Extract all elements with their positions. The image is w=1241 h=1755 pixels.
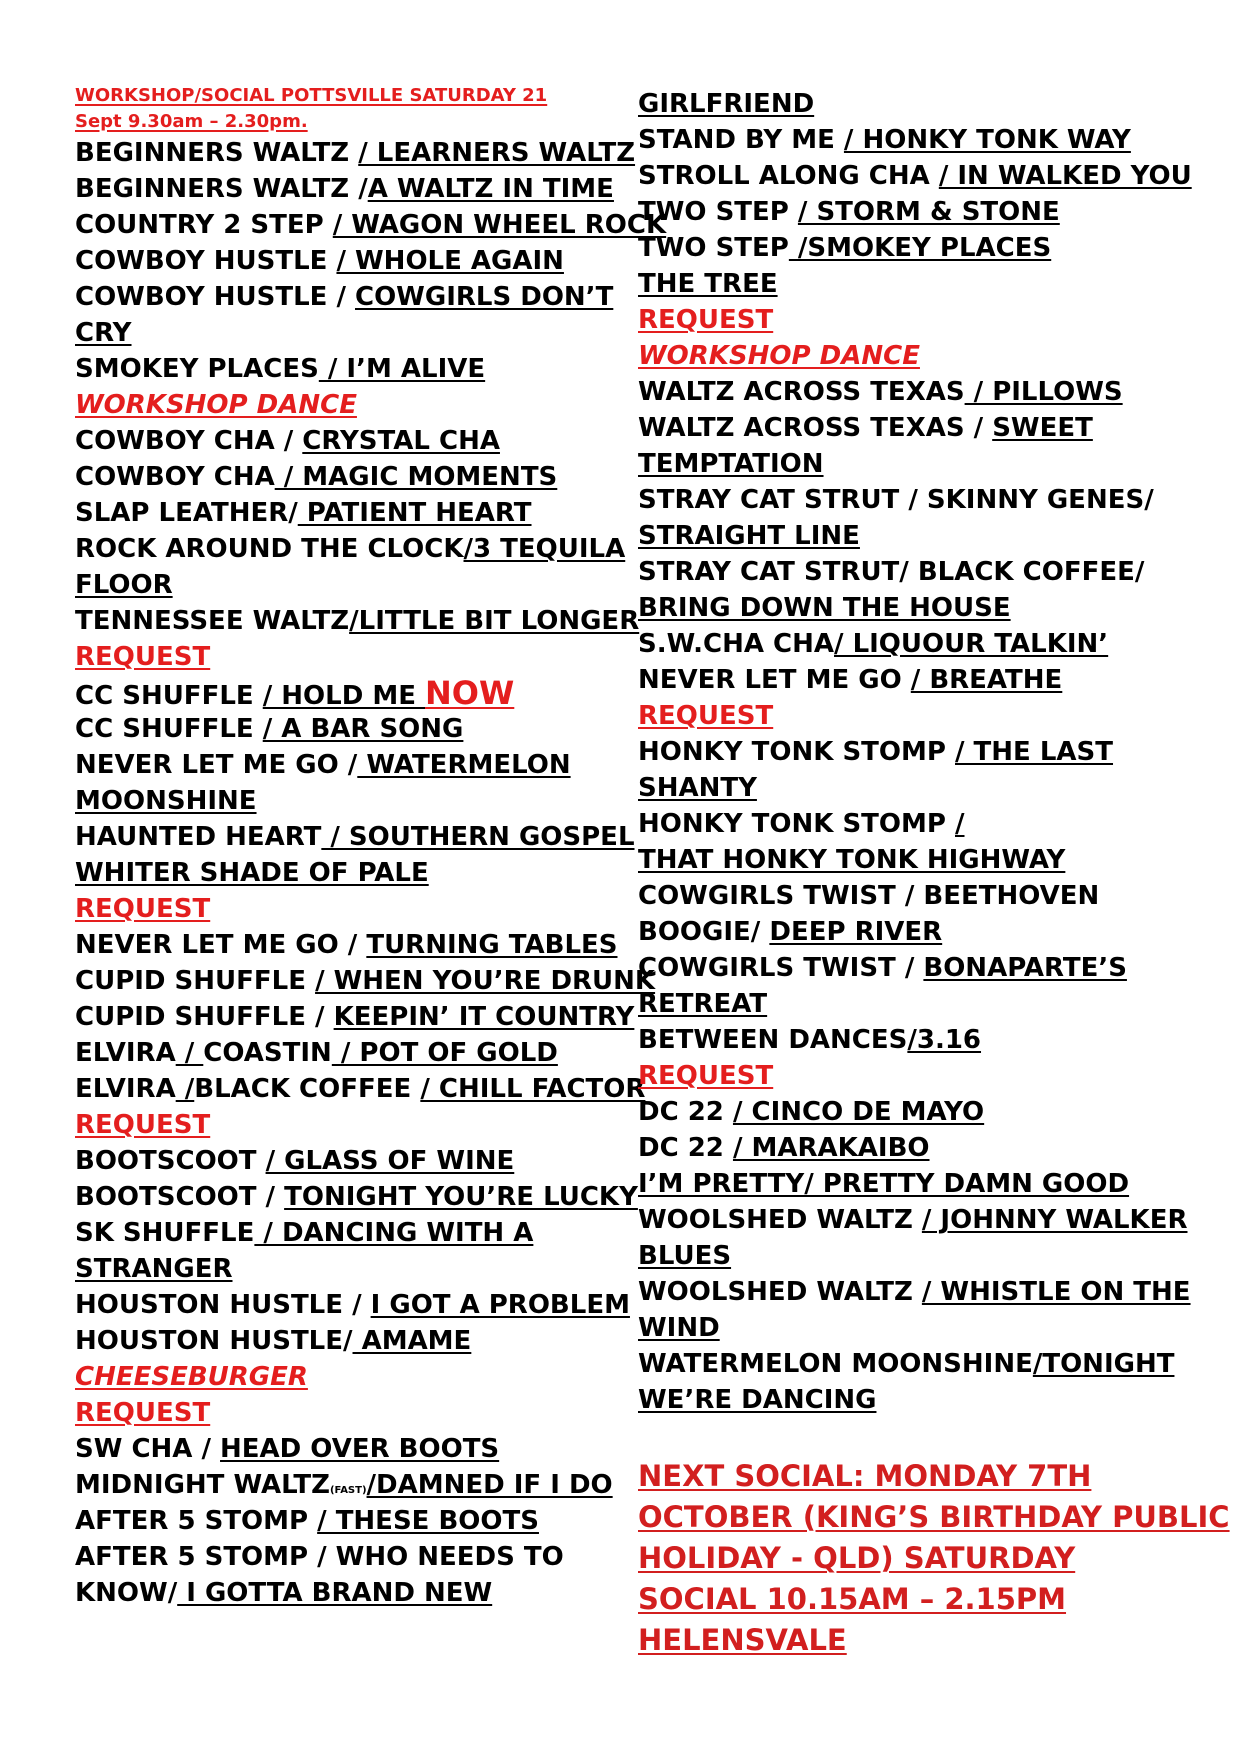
dance-line: WE’RE DANCING (638, 1385, 877, 1415)
event-heading-line-2: Sept 9.30am – 2.30pm. (75, 111, 308, 132)
dance-line: THAT HONKY TONK HIGHWAY (638, 845, 1066, 875)
dance-line: TWO STEP / STORM & STONE (638, 197, 1060, 227)
dance-line: STRANGER (75, 1254, 233, 1284)
cheeseburger-label: CHEESEBURGER (75, 1362, 308, 1392)
dance-line: STROLL ALONG CHA / IN WALKED YOU (638, 161, 1192, 191)
dance-line: WOOLSHED WALTZ / WHISTLE ON THE (638, 1277, 1191, 1307)
left-column (75, 0, 667, 1611)
dance-line: BEGINNERS WALTZ / LEARNERS WALTZ (75, 138, 636, 168)
dance-line: HOUSTON HUSTLE / I GOT A PROBLEM (75, 1290, 630, 1320)
request-label: REQUEST (75, 1398, 211, 1428)
request-label: REQUEST (75, 642, 211, 672)
dance-line: COWBOY CHA / CRYSTAL CHA (75, 426, 500, 456)
dance-line: ELVIRA / COASTIN / POT OF GOLD (75, 1038, 558, 1068)
dance-line: BLUES (638, 1241, 732, 1271)
dance-line: WALTZ ACROSS TEXAS / SWEET (638, 413, 1093, 443)
dance-line: STRAY CAT STRUT/ BLACK COFFEE/ (638, 557, 1145, 587)
dance-line: STAND BY ME / HONKY TONK WAY (638, 125, 1131, 155)
dance-line: HONKY TONK STOMP / (638, 809, 965, 839)
dance-line: SMOKEY PLACES / I’M ALIVE (75, 354, 486, 384)
dance-line: THE TREE (638, 269, 778, 299)
dance-line: DC 22 / CINCO DE MAYO (638, 1097, 985, 1127)
dance-line: CRY (75, 318, 132, 348)
dance-line: WALTZ ACROSS TEXAS / PILLOWS (638, 377, 1123, 407)
dance-line: RETREAT (638, 989, 768, 1019)
dance-line: CC SHUFFLE / A BAR SONG (75, 714, 464, 744)
dance-line: BOOTSCOOT / GLASS OF WINE (75, 1146, 515, 1176)
dance-line: ELVIRA /BLACK COFFEE / CHILL FACTOR (75, 1074, 646, 1104)
dance-line: HOUSTON HUSTLE/ AMAME (75, 1326, 472, 1356)
request-label: REQUEST (75, 894, 211, 924)
dance-line: STRAIGHT LINE (638, 521, 860, 551)
dance-line: AFTER 5 STOMP / WHO NEEDS TO (75, 1542, 564, 1572)
dance-line: S.W.CHA CHA/ LIQUOUR TALKIN’ (638, 629, 1109, 659)
dance-line: COWBOY HUSTLE / WHOLE AGAIN (75, 246, 564, 276)
next-social-line-5: HELENSVALE (638, 1623, 847, 1657)
next-social-line-1: NEXT SOCIAL: MONDAY 7TH (638, 1459, 1092, 1493)
dance-line: BEGINNERS WALTZ /A WALTZ IN TIME (75, 174, 614, 204)
dance-line: GIRLFRIEND (638, 89, 815, 119)
dance-line: BETWEEN DANCES/3.16 (638, 1025, 982, 1055)
request-label: REQUEST (638, 701, 774, 731)
dance-line: TEMPTATION (638, 449, 824, 479)
dance-line: NEVER LET ME GO / TURNING TABLES (75, 930, 618, 960)
dance-line: SW CHA / HEAD OVER BOOTS (75, 1434, 500, 1464)
dance-line: BOOGIE/ DEEP RIVER (638, 917, 943, 947)
request-label: REQUEST (75, 1110, 211, 1140)
request-label: REQUEST (638, 1061, 774, 1091)
next-social-line-2: OCTOBER (KING’S BIRTHDAY PUBLIC (638, 1500, 1230, 1534)
dance-line: NEVER LET ME GO / BREATHE (638, 665, 1063, 695)
dance-line: MIDNIGHT WALTZ(FAST)/DAMNED IF I DO (75, 1470, 613, 1500)
dance-line: CC SHUFFLE / HOLD ME NOW (75, 674, 515, 712)
dance-line: COWGIRLS TWIST / BONAPARTE’S (638, 953, 1127, 983)
workshop-dance-label: WORKSHOP DANCE (638, 341, 920, 371)
dance-line: AFTER 5 STOMP / THESE BOOTS (75, 1506, 539, 1536)
event-heading-line-1: WORKSHOP/SOCIAL POTTSVILLE SATURDAY 21 (75, 85, 548, 106)
dance-line: WATERMELON MOONSHINE/TONIGHT (638, 1349, 1175, 1379)
dance-line: MOONSHINE (75, 786, 257, 816)
dance-line: COWBOY CHA / MAGIC MOMENTS (75, 462, 558, 492)
dance-line: WHITER SHADE OF PALE (75, 858, 429, 888)
dance-line: SLAP LEATHER/ PATIENT HEART (75, 498, 532, 528)
dance-line: CUPID SHUFFLE / KEEPIN’ IT COUNTRY (75, 1002, 635, 1032)
dance-line: WIND (638, 1313, 720, 1343)
next-social-line-3: HOLIDAY - QLD) SATURDAY (638, 1541, 1076, 1575)
dance-line: FLOOR (75, 570, 173, 600)
workshop-dance-label: WORKSHOP DANCE (75, 390, 357, 420)
dance-line: NEVER LET ME GO / WATERMELON (75, 750, 571, 780)
dance-line: SHANTY (638, 773, 757, 803)
right-column (638, 0, 1230, 1661)
dance-line: COUNTRY 2 STEP / WAGON WHEEL ROCK (75, 210, 667, 240)
dance-line: I’M PRETTY/ PRETTY DAMN GOOD (638, 1169, 1130, 1199)
dance-line: TENNESSEE WALTZ/LITTLE BIT LONGER (75, 606, 640, 636)
dance-line: COWBOY HUSTLE / COWGIRLS DON’T (75, 282, 614, 312)
dance-line: BRING DOWN THE HOUSE (638, 593, 1011, 623)
request-label: REQUEST (638, 305, 774, 335)
dance-line: HAUNTED HEART / SOUTHERN GOSPEL (75, 822, 635, 852)
dance-line: TWO STEP /SMOKEY PLACES (638, 233, 1052, 263)
next-social-line-4: SOCIAL 10.15AM – 2.15PM (638, 1582, 1067, 1616)
dance-line: CUPID SHUFFLE / WHEN YOU’RE DRUNK (75, 966, 656, 996)
dance-line: BOOTSCOOT / TONIGHT YOU’RE LUCKY (75, 1182, 638, 1212)
dance-line: DC 22 / MARAKAIBO (638, 1133, 930, 1163)
dance-line: WOOLSHED WALTZ / JOHNNY WALKER (638, 1205, 1188, 1235)
dance-line: ROCK AROUND THE CLOCK/3 TEQUILA (75, 534, 626, 564)
dance-line: HONKY TONK STOMP / THE LAST (638, 737, 1114, 767)
dance-line: STRAY CAT STRUT / SKINNY GENES/ (638, 485, 1154, 515)
dance-line: KNOW/ I GOTTA BRAND NEW (75, 1578, 493, 1608)
dance-line: SK SHUFFLE / DANCING WITH A (75, 1218, 534, 1248)
dance-line: COWGIRLS TWIST / BEETHOVEN (638, 881, 1100, 911)
